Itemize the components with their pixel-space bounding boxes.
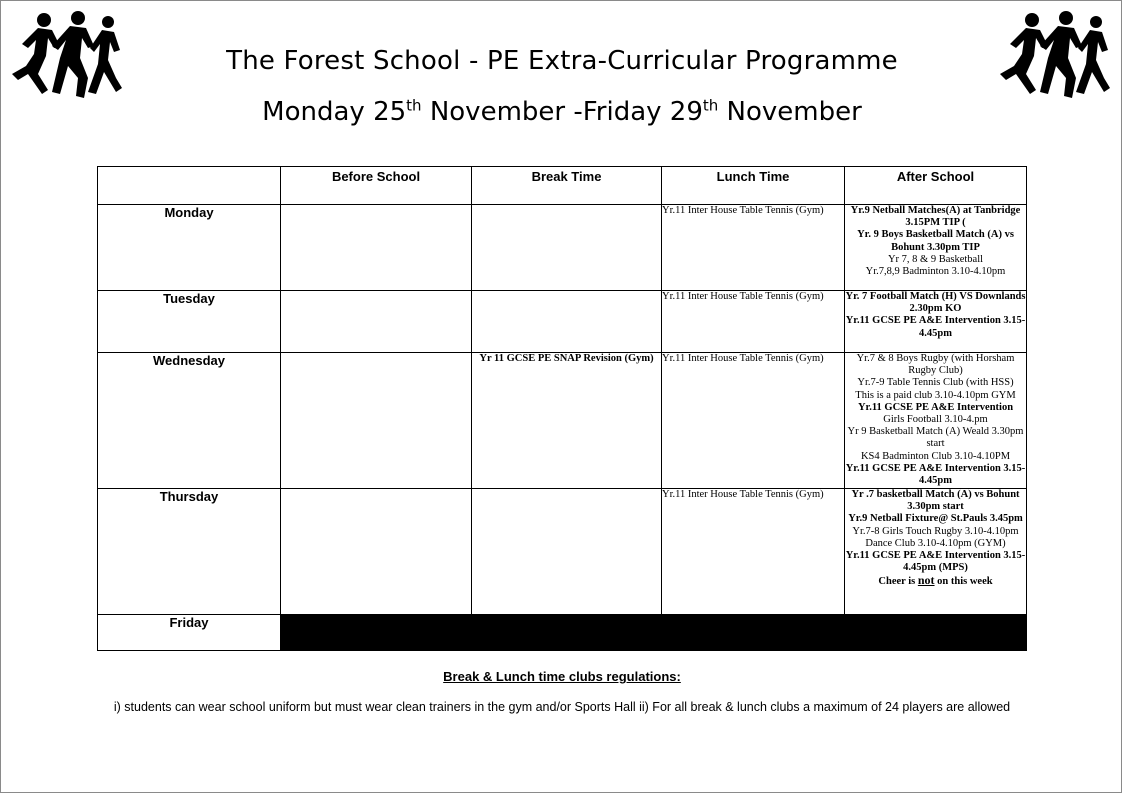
before-school-cell: [281, 353, 472, 489]
break-time-cell: [472, 291, 662, 353]
activity-item: Yr.11 GCSE PE A&E Intervention 3.15-4.45pm: [845, 462, 1026, 487]
break-time-cell: [472, 353, 662, 489]
cheer-note-post: on this week: [934, 576, 993, 588]
after-school-cell: [845, 205, 1027, 291]
day-label: Wednesday: [98, 353, 281, 489]
date-start-suffix: th: [406, 96, 422, 115]
activity-item: Yr.7-9 Table Tennis Club (with HSS): [857, 377, 1014, 389]
before-school-cell: [281, 291, 472, 353]
break-time-cell: [472, 489, 662, 615]
cheer-note: [845, 574, 1026, 588]
column-header-day: [98, 167, 281, 205]
after-school-cell: [845, 353, 1027, 489]
date-end-suffix: th: [702, 96, 719, 115]
activity-item: Yr.7 & 8 Boys Rugby (with Horsham Rugby Club): [856, 353, 1015, 377]
activity-item: Yr. 9 Boys Basketball Match (A) vs Bohunt 3.30pm TIP: [857, 229, 1014, 253]
column-header-break-time: Break Time: [472, 167, 662, 205]
date-range: [0, 97, 1124, 127]
lunch-time-cell: Yr.11 Inter House Table Tennis (Gym): [662, 205, 845, 291]
activity-item: Yr 7, 8 & 9 Basketball: [887, 253, 984, 265]
activity-item: This is a paid club 3.10-4.10pm GYM: [855, 389, 1016, 401]
date-start: Monday 25: [262, 97, 407, 127]
schedule-table: [97, 166, 1027, 651]
column-header-after-school: After School: [845, 167, 1027, 205]
regulations-heading: Break & Lunch time clubs regulations:: [443, 669, 681, 684]
day-label: Monday: [98, 205, 281, 291]
activity-item: Yr. 7 Football Match (H) VS Downlands 2.30pm KO: [845, 291, 1026, 315]
friday-blackout: [281, 615, 1027, 651]
table-row: [98, 615, 1027, 651]
activity-item: Yr.7,8,9 Badminton 3.10-4.10pm: [865, 266, 1006, 278]
activity-item: Girls Football 3.10-4.pm: [883, 414, 988, 426]
cheer-note-emphasis: not: [917, 573, 935, 588]
day-label: Tuesday: [98, 291, 281, 353]
page-title: The Forest School - PE Extra-Curricular Programme: [226, 46, 898, 76]
activity-item: Yr.7-8 Girls Touch Rugby 3.10-4.10pm: [852, 525, 1019, 537]
lunch-time-cell: Yr.11 Inter House Table Tennis (Gym): [662, 489, 845, 615]
activity-item: Yr 11 GCSE PE SNAP Revision (Gym): [479, 353, 654, 364]
activity-item: Yr .7 basketball Match (A) vs Bohunt 3.30pm start: [851, 489, 1020, 513]
activity-item: Yr.11 GCSE PE A&E Intervention: [857, 401, 1014, 413]
day-label: Thursday: [98, 489, 281, 615]
break-time-cell: [472, 205, 662, 291]
date-mid: November -Friday 29: [421, 97, 703, 127]
after-school-cell: [845, 489, 1027, 615]
before-school-cell: [281, 205, 472, 291]
table-row: [98, 205, 1027, 291]
table-row: [98, 353, 1027, 489]
table-row: [98, 489, 1027, 615]
column-header-before-school: Before School: [281, 167, 472, 205]
column-header-lunch-time: Lunch Time: [662, 167, 845, 205]
before-school-cell: [281, 489, 472, 615]
lunch-time-cell: Yr.11 Inter House Table Tennis (Gym): [662, 291, 845, 353]
cheer-note-pre: Cheer is: [878, 576, 918, 588]
day-label: Friday: [98, 615, 281, 651]
activity-item: Yr.11 GCSE PE A&E Intervention 3.15-4.45pm (MPS): [845, 550, 1026, 574]
activity-item: Dance Club 3.10-4.10pm (GYM): [865, 537, 1006, 549]
activity-item: Yr.11 GCSE PE A&E Intervention 3.15-4.45pm: [845, 315, 1026, 339]
activity-item: Yr.9 Netball Fixture@ St.Pauls 3.45pm: [848, 513, 1023, 525]
activity-item: KS4 Badminton Club 3.10-4.10PM: [860, 450, 1011, 462]
lunch-time-cell: Yr.11 Inter House Table Tennis (Gym): [662, 353, 845, 489]
header-row: [98, 167, 1027, 205]
activity-item: Yr 9 Basketball Match (A) Weald 3.30pm start: [847, 426, 1024, 450]
activity-item: Yr.9 Netball Matches(A) at Tanbridge 3.15PM TIP (: [850, 205, 1021, 229]
regulations-text: i) students can wear school uniform but must wear clean trainers in the gym and/or Sports Hall ii) For all break & lunch clubs a maximum of 24 players are allowed: [113, 700, 1011, 714]
after-school-cell: [845, 291, 1027, 353]
table-row: [98, 291, 1027, 353]
date-end: November: [718, 97, 862, 127]
